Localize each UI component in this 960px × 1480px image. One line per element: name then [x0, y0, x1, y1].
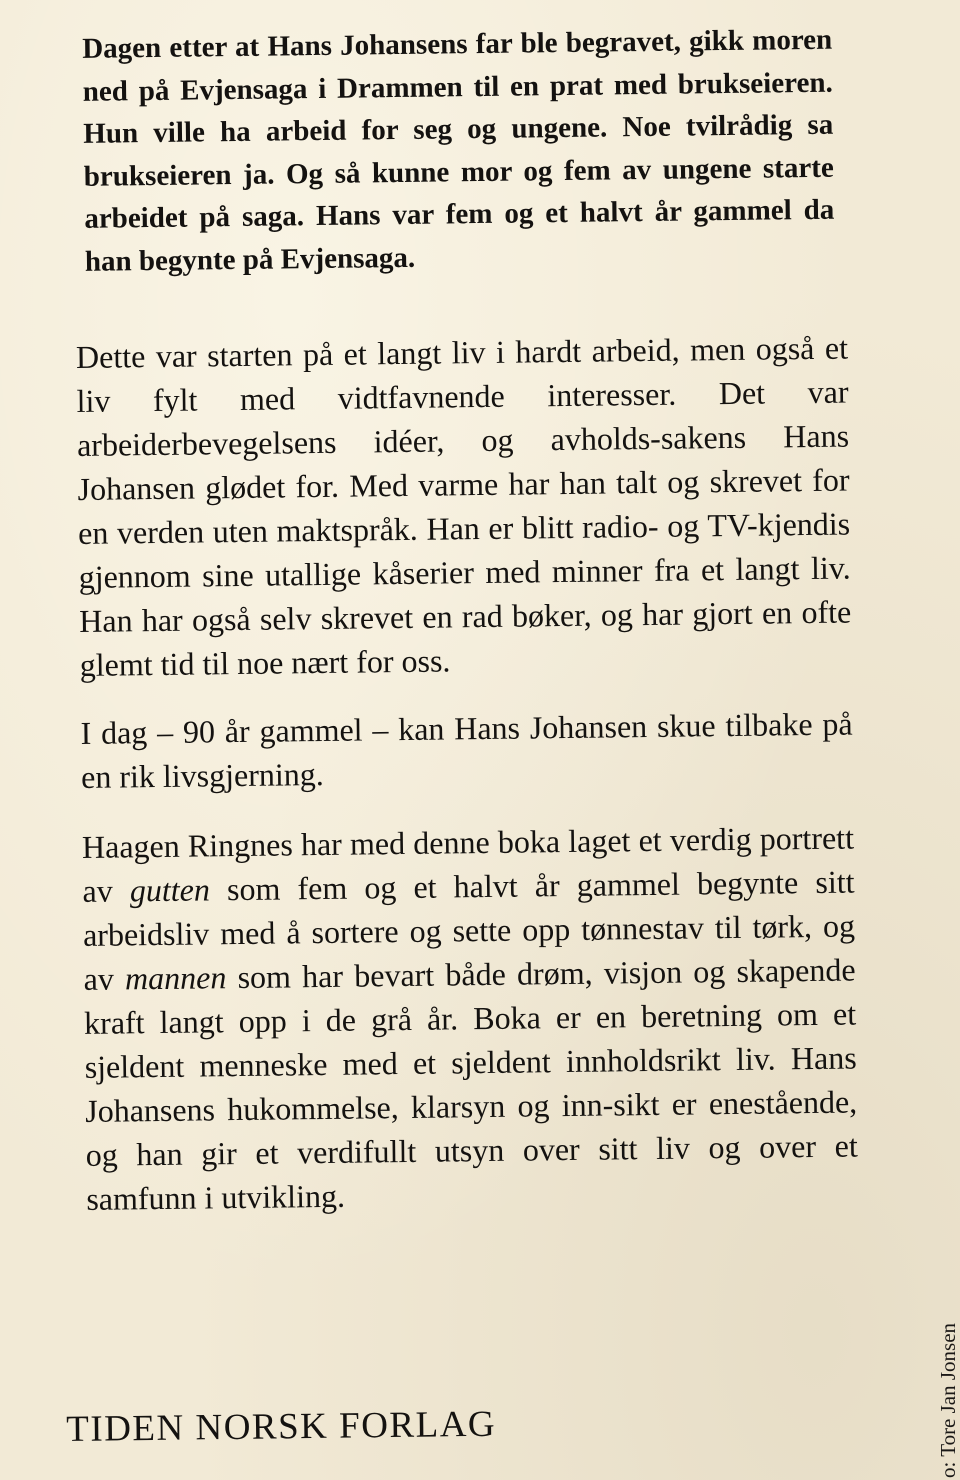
paragraph-portrait [82, 816, 859, 1221]
emphasis-gutten: gutten [129, 871, 211, 909]
photo-credit: o: Tore Jan Jonsen [936, 1322, 960, 1478]
paragraph-ninety-years: I dag – 90 år gammel – kan Hans Johansen skue tilbake på en rik livsgjerning. [80, 705, 853, 795]
publisher-name: TIDEN NORSK FORLAG [66, 1403, 497, 1450]
paragraph-life-of-work: Dette var starten på et langt liv i hardt arbeid, men også et liv fylt med vidtfavnende interesser. Det var arbeiderbevegelsens idéer, og avholds-sakens Hans Johansen glødet for. Med varme har han talt og skrevet for en verden uten maktspråk. Han er blitt radio- og TV-kjendis gjennom sine utallige kåserier med minner fra et langt liv. Han har også selv skrevet en rad bøker, og har gjort en ofte glemt tid til noe nært for oss. [75, 329, 852, 683]
intro-bold-paragraph: Dagen etter at Hans Johansens far ble begravet, gikk moren ned på Evjensaga i Drammen til en prat med brukseieren. Hun ville ha arbeid for seg og ungene. Noe tvilrådig sa brukseieren ja. Og så kunne mor og fem av ungene starte arbeidet på saga. Hans var fem og et halvt år gammel da han begynte på Evjensaga. [82, 23, 835, 278]
blurb-text-column [72, 19, 859, 1221]
portrait-text-part-3: som har bevart både drøm, visjon og skapende kraft langt opp i de grå år. Boka er en beretning om et sjeldent menneske med et sjeldent innholdsrikt liv. Hans Johansens hukommelse, klarsyn og inn-sikt er enestående, og han gir et verdifullt utsyn over sitt liv og over et samfunn i utvikling. [83, 951, 858, 1217]
portrait-text-part-1: Haagen Ringnes har med denne boka laget et verdig portrett av [81, 819, 855, 909]
portrait-text-part-2: som fem og et halvt år gammel begynte sitt arbeidsliv med å sortere og sette opp tønnestav til tørk, og av [82, 863, 856, 997]
emphasis-mannen: mannen [124, 959, 227, 997]
